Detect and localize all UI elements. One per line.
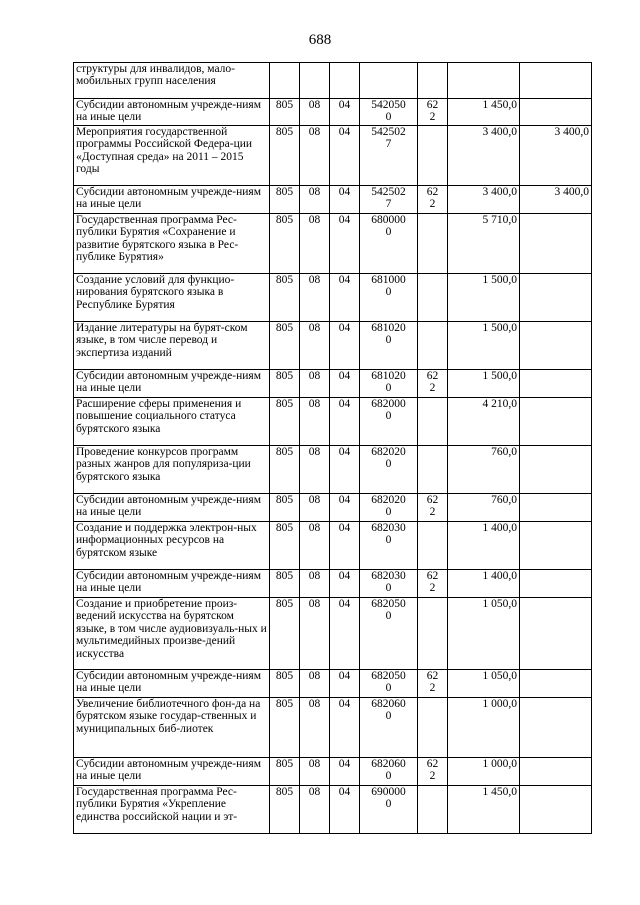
- row-sum2-cell: [520, 99, 592, 126]
- row-sum2-cell: [520, 598, 592, 670]
- row-vr-cell: [418, 99, 448, 126]
- row-vr-cell: [418, 598, 448, 670]
- row-name-cell: Государственная программа Рес-публики Бурятия «Сохранение и развитие бурятского языка в Рес-публике Бурятия»: [74, 214, 270, 274]
- table-row: [74, 274, 592, 322]
- row-csr-cell-line2: 0: [385, 410, 392, 423]
- row-gr-cell: 805: [270, 758, 300, 786]
- row-vr-cell: [418, 322, 448, 370]
- row-rz-cell: 08: [300, 758, 330, 786]
- row-sum2-cell: [520, 274, 592, 322]
- row-csr-cell-line2: 0: [385, 286, 392, 299]
- row-csr-cell-line2: 0: [385, 610, 392, 623]
- row-vr-cell-line2: 2: [429, 506, 436, 519]
- row-gr-cell: 805: [270, 598, 300, 670]
- row-csr-cell: [360, 522, 418, 570]
- row-gr-cell: 805: [270, 99, 300, 126]
- row-vr-cell: [418, 670, 448, 698]
- row-gr-cell: 805: [270, 126, 300, 186]
- row-name-cell: Субсидии автономным учрежде-ниям на иные цели: [74, 370, 270, 398]
- row-rz-cell: 08: [300, 186, 330, 214]
- row-pr-cell: 04: [330, 786, 360, 834]
- row-name-cell: Государственная программа Рес-публики Бурятия «Укрепление единства российской нации и эт-: [74, 786, 270, 834]
- row-sum-cell: 1 450,0: [448, 786, 520, 834]
- row-sum-cell: 1 450,0: [448, 99, 520, 126]
- row-sum2-cell: [520, 670, 592, 698]
- row-csr-cell-line2: 0: [385, 770, 392, 783]
- row-pr-cell: 04: [330, 494, 360, 522]
- budget-table: [73, 62, 592, 834]
- row-gr-cell: 805: [270, 398, 300, 446]
- row-gr-cell: 805: [270, 370, 300, 398]
- row-sum-cell: 760,0: [448, 494, 520, 522]
- row-vr-cell: [418, 274, 448, 322]
- row-csr-cell-line1: 681020: [371, 322, 406, 334]
- table-row: [74, 322, 592, 370]
- row-sum2-cell: [520, 446, 592, 494]
- row-sum-cell: 1 000,0: [448, 698, 520, 758]
- row-csr-cell-line2: 0: [385, 226, 392, 239]
- row-pr-cell: 04: [330, 758, 360, 786]
- row-csr-cell-line1: 682060: [371, 698, 406, 710]
- table-row: [74, 758, 592, 786]
- table-row: [74, 670, 592, 698]
- row-sum-cell: 4 210,0: [448, 398, 520, 446]
- row-csr-cell: [360, 214, 418, 274]
- row-name-cell: Расширение сферы применения и повышение социального статуса бурятского языка: [74, 398, 270, 446]
- row-csr-cell-line1: 680000: [371, 214, 406, 226]
- row-vr-cell: [418, 126, 448, 186]
- row-vr-cell-line2: 2: [429, 111, 436, 124]
- row-csr-cell: [360, 398, 418, 446]
- row-gr-cell: 805: [270, 494, 300, 522]
- row-rz-cell: 08: [300, 370, 330, 398]
- row-name-cell: Субсидии автономным учрежде-ниям на иные цели: [74, 494, 270, 522]
- row-sum-cell: 1 400,0: [448, 522, 520, 570]
- row-csr-cell: [360, 99, 418, 126]
- row-name-cell: Создание и поддержка электрон-ных информационных ресурсов на бурятском языке: [74, 522, 270, 570]
- table-row: [74, 786, 592, 834]
- row-sum2-cell: [520, 758, 592, 786]
- page-number: 688: [308, 32, 332, 48]
- row-rz-cell: 08: [300, 570, 330, 598]
- row-sum-cell: [448, 63, 520, 99]
- row-name-cell: Субсидии автономным учрежде-ниям на иные цели: [74, 570, 270, 598]
- row-csr-cell: [360, 786, 418, 834]
- row-sum-cell: 1 400,0: [448, 570, 520, 598]
- row-csr-cell-line1: 542502: [371, 126, 406, 138]
- row-vr-cell-line2: 2: [429, 582, 436, 595]
- table-row: [74, 698, 592, 758]
- row-rz-cell: [300, 63, 330, 99]
- row-sum2-cell: [520, 494, 592, 522]
- row-sum-cell: 3 400,0: [448, 186, 520, 214]
- row-name-cell: Издание литературы на бурят-ском языке, в том числе перевод и экспертиза изданий: [74, 322, 270, 370]
- row-csr-cell-line1: 682050: [371, 598, 406, 610]
- row-gr-cell: 805: [270, 186, 300, 214]
- row-csr-cell-line2: 0: [385, 334, 392, 347]
- row-pr-cell: 04: [330, 522, 360, 570]
- row-pr-cell: 04: [330, 598, 360, 670]
- row-sum-cell: 1 050,0: [448, 598, 520, 670]
- row-csr-cell-line1: 682000: [371, 398, 406, 410]
- row-gr-cell: 805: [270, 670, 300, 698]
- table-row: [74, 99, 592, 126]
- row-rz-cell: 08: [300, 786, 330, 834]
- row-csr-cell: [360, 370, 418, 398]
- row-rz-cell: 08: [300, 698, 330, 758]
- row-csr-cell-line1: 542050: [371, 99, 406, 111]
- row-rz-cell: 08: [300, 522, 330, 570]
- table-row: [74, 63, 592, 99]
- row-rz-cell: 08: [300, 126, 330, 186]
- table-row: [74, 214, 592, 274]
- table-row: [74, 126, 592, 186]
- row-vr-cell: [418, 186, 448, 214]
- row-sum2-cell: 3 400,0: [520, 186, 592, 214]
- row-gr-cell: [270, 63, 300, 99]
- row-sum-cell: 1 500,0: [448, 322, 520, 370]
- row-vr-cell-line2: 2: [429, 198, 436, 211]
- row-rz-cell: 08: [300, 598, 330, 670]
- row-gr-cell: 805: [270, 446, 300, 494]
- row-vr-cell-line1: 62: [426, 570, 439, 582]
- row-csr-cell-line2: 0: [385, 710, 392, 723]
- row-csr-cell-line1: 682020: [371, 494, 406, 506]
- row-pr-cell: 04: [330, 126, 360, 186]
- row-gr-cell: 805: [270, 522, 300, 570]
- row-vr-cell-line2: 2: [429, 770, 436, 783]
- row-rz-cell: 08: [300, 670, 330, 698]
- row-rz-cell: 08: [300, 398, 330, 446]
- row-sum-cell: 1 500,0: [448, 370, 520, 398]
- row-csr-cell-line2: 0: [385, 382, 392, 395]
- row-sum-cell: 1 050,0: [448, 670, 520, 698]
- row-name-cell: Субсидии автономным учрежде-ниям на иные цели: [74, 99, 270, 126]
- row-sum2-cell: [520, 322, 592, 370]
- row-vr-cell-line1: 62: [426, 99, 439, 111]
- row-pr-cell: 04: [330, 370, 360, 398]
- row-sum2-cell: [520, 522, 592, 570]
- row-gr-cell: 805: [270, 698, 300, 758]
- row-name-cell: Мероприятия государственной программы Российской Федера-ции «Доступная среда» на 2011 – 2015 годы: [74, 126, 270, 186]
- row-vr-cell: [418, 786, 448, 834]
- row-rz-cell: 08: [300, 214, 330, 274]
- row-sum-cell: 5 710,0: [448, 214, 520, 274]
- row-vr-cell: [418, 398, 448, 446]
- row-csr-cell: [360, 274, 418, 322]
- row-sum2-cell: [520, 570, 592, 598]
- row-sum-cell: 760,0: [448, 446, 520, 494]
- row-csr-cell-line2: 0: [385, 582, 392, 595]
- row-vr-cell-line1: 62: [426, 494, 439, 506]
- row-csr-cell: [360, 322, 418, 370]
- row-csr-cell: [360, 698, 418, 758]
- row-gr-cell: 805: [270, 570, 300, 598]
- row-name-cell: Создание условий для функцио-нирования бурятского языка в Республике Бурятия: [74, 274, 270, 322]
- row-csr-cell-line1: 690000: [371, 786, 406, 798]
- row-vr-cell-line2: 2: [429, 382, 436, 395]
- row-rz-cell: 08: [300, 322, 330, 370]
- row-vr-cell-line1: 62: [426, 758, 439, 770]
- row-pr-cell: 04: [330, 186, 360, 214]
- row-csr-cell-line2: 0: [385, 111, 392, 124]
- row-pr-cell: 04: [330, 570, 360, 598]
- row-csr-cell: [360, 758, 418, 786]
- row-sum2-cell: 3 400,0: [520, 126, 592, 186]
- row-rz-cell: 08: [300, 494, 330, 522]
- table-row: [74, 494, 592, 522]
- row-sum-cell: 1 000,0: [448, 758, 520, 786]
- table-row: [74, 598, 592, 670]
- row-vr-cell-line2: 2: [429, 682, 436, 695]
- row-csr-cell-line1: 682030: [371, 570, 406, 582]
- row-csr-cell-line2: 0: [385, 506, 392, 519]
- row-pr-cell: 04: [330, 698, 360, 758]
- row-vr-cell: [418, 698, 448, 758]
- row-csr-cell-line1: 682020: [371, 446, 406, 458]
- row-pr-cell: 04: [330, 99, 360, 126]
- row-pr-cell: 04: [330, 398, 360, 446]
- row-csr-cell-line1: 542502: [371, 186, 406, 198]
- row-pr-cell: 04: [330, 322, 360, 370]
- row-csr-cell: [360, 186, 418, 214]
- row-sum2-cell: [520, 786, 592, 834]
- row-csr-cell-line1: 681020: [371, 370, 406, 382]
- row-rz-cell: 08: [300, 274, 330, 322]
- row-name-cell: структуры для инвалидов, мало-мобильных групп населения: [74, 63, 270, 99]
- table-row: [74, 570, 592, 598]
- row-vr-cell: [418, 370, 448, 398]
- row-name-cell: Субсидии автономным учрежде-ниям на иные цели: [74, 758, 270, 786]
- row-gr-cell: 805: [270, 786, 300, 834]
- row-pr-cell: 04: [330, 274, 360, 322]
- row-pr-cell: 04: [330, 446, 360, 494]
- table-row: [74, 370, 592, 398]
- table-row: [74, 446, 592, 494]
- row-vr-cell-line1: 62: [426, 670, 439, 682]
- table-row: [74, 522, 592, 570]
- row-csr-cell-line2: 7: [385, 138, 392, 151]
- row-sum2-cell: [520, 370, 592, 398]
- row-name-cell: Проведение конкурсов программ разных жанров для популяриза-ции бурятского языка: [74, 446, 270, 494]
- row-pr-cell: [330, 63, 360, 99]
- row-name-cell: Увеличение библиотечного фон-да на бурятском языке государ-ственных и муниципальных биб-лиотек: [74, 698, 270, 758]
- row-rz-cell: 08: [300, 99, 330, 126]
- row-vr-cell-line1: 62: [426, 370, 439, 382]
- row-vr-cell: [418, 570, 448, 598]
- row-vr-cell: [418, 63, 448, 99]
- row-csr-cell-line1: 682060: [371, 758, 406, 770]
- row-csr-cell-line1: 681000: [371, 274, 406, 286]
- row-csr-cell: [360, 126, 418, 186]
- row-sum2-cell: [520, 214, 592, 274]
- row-name-cell: Субсидии автономным учрежде-ниям на иные цели: [74, 670, 270, 698]
- row-name-cell: Субсидии автономным учрежде-ниям на иные цели: [74, 186, 270, 214]
- row-csr-cell: [360, 570, 418, 598]
- row-gr-cell: 805: [270, 214, 300, 274]
- row-sum2-cell: [520, 698, 592, 758]
- row-rz-cell: 08: [300, 446, 330, 494]
- row-csr-cell-line2: 7: [385, 198, 392, 211]
- row-vr-cell-line1: 62: [426, 186, 439, 198]
- row-sum-cell: 1 500,0: [448, 274, 520, 322]
- row-vr-cell: [418, 522, 448, 570]
- row-gr-cell: 805: [270, 274, 300, 322]
- row-csr-cell: [360, 494, 418, 522]
- row-gr-cell: 805: [270, 322, 300, 370]
- row-sum-cell: 3 400,0: [448, 126, 520, 186]
- row-csr-cell-line2: 0: [385, 458, 392, 471]
- row-sum2-cell: [520, 398, 592, 446]
- row-csr-cell-line2: 0: [385, 682, 392, 695]
- row-vr-cell: [418, 214, 448, 274]
- row-csr-cell-line2: 0: [385, 798, 392, 811]
- row-csr-cell-line1: 682050: [371, 670, 406, 682]
- table-row: [74, 186, 592, 214]
- row-pr-cell: 04: [330, 214, 360, 274]
- row-vr-cell: [418, 446, 448, 494]
- row-vr-cell: [418, 494, 448, 522]
- row-vr-cell: [418, 758, 448, 786]
- row-csr-cell-line2: 0: [385, 534, 392, 547]
- row-csr-cell-line1: 682030: [371, 522, 406, 534]
- row-csr-cell: [360, 63, 418, 99]
- table-row: [74, 398, 592, 446]
- row-csr-cell: [360, 670, 418, 698]
- row-name-cell: Создание и приобретение произ-ведений искусства на бурятском языке, в том числе аудиовизуаль-ных и мультимедийных произве-дений искусства: [74, 598, 270, 670]
- row-sum2-cell: [520, 63, 592, 99]
- row-csr-cell: [360, 598, 418, 670]
- row-csr-cell: [360, 446, 418, 494]
- row-pr-cell: 04: [330, 670, 360, 698]
